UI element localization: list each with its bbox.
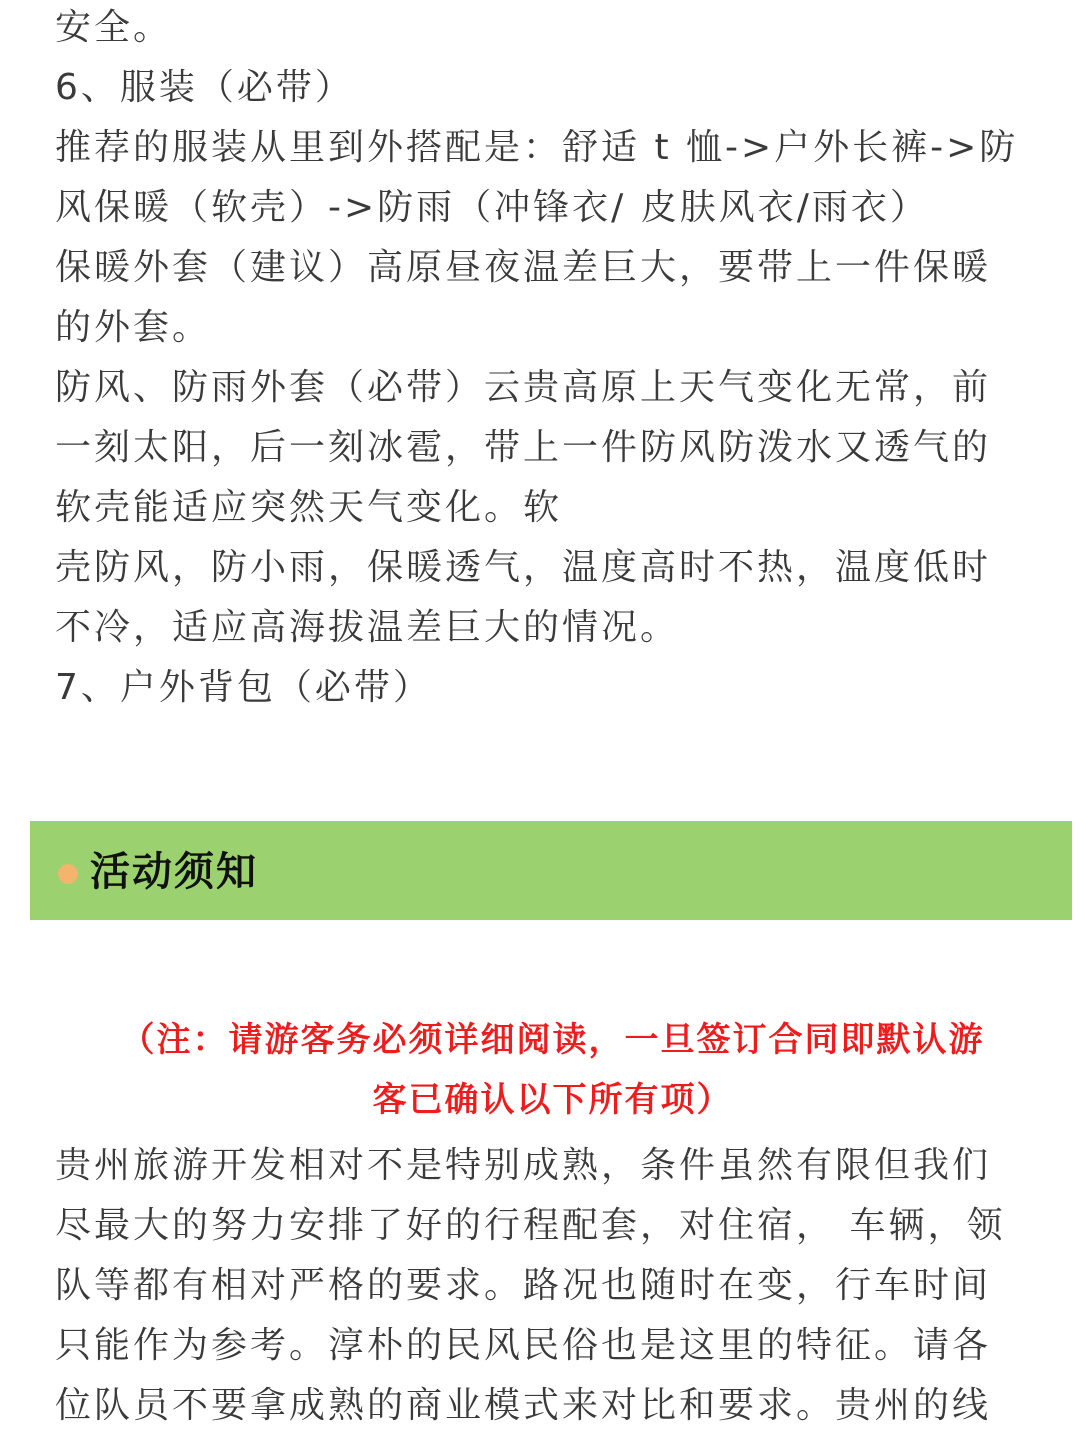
text-line: 不冷，适应高海拔温差巨大的情况。	[55, 607, 680, 648]
body-paragraph	[55, 1136, 1050, 1436]
bullet-dot-icon	[58, 864, 78, 884]
text-line: 队等都有相对严格的要求。路况也随时在变，行车时间	[55, 1265, 992, 1306]
text-line: 位队员不要拿成熟的商业模式来对比和要求。贵州的线	[55, 1385, 992, 1426]
text-line: 推荐的服装从里到外搭配是：舒适 t 恤->户外长裤->防	[55, 127, 1019, 168]
text-line: 6、服装（必带）	[55, 67, 354, 108]
text-line: 防风、防雨外套（必带）云贵高原上天气变化无常，前	[55, 367, 992, 408]
text-line: 软壳能适应突然天气变化。软	[55, 487, 563, 528]
text-line: 一刻太阳，后一刻冰雹，带上一件防风防泼水又透气的	[55, 427, 992, 468]
text-line: 风保暖（软壳）->防雨（冲锋衣/ 皮肤风衣/雨衣）	[55, 187, 929, 228]
text-line: 的外套。	[55, 307, 212, 348]
notice-line: 客已确认以下所有项）	[372, 1080, 733, 1120]
notice-line: （注：请游客务必须详细阅读，一旦签订合同即默认游	[120, 1020, 985, 1060]
text-line: 安全。	[55, 7, 173, 48]
text-line: 尽最大的努力安排了好的行程配套，对住宿， 车辆，领	[55, 1205, 1006, 1246]
section-title: 活动须知	[90, 849, 258, 895]
text-line: 贵州旅游开发相对不是特别成熟，条件虽然有限但我们	[55, 1145, 992, 1186]
text-line: 7、户外背包（必带）	[55, 667, 432, 708]
text-line: 保暖外套（建议）高原昼夜温差巨大，要带上一件保暖	[55, 247, 992, 288]
top-paragraph	[55, 0, 1050, 718]
section-header	[30, 821, 1072, 920]
notice-text	[55, 1010, 1050, 1130]
text-line: 只能作为参考。淳朴的民风民俗也是这里的特征。请各	[55, 1325, 992, 1366]
text-line: 壳防风，防小雨，保暖透气，温度高时不热，温度低时	[55, 547, 992, 588]
